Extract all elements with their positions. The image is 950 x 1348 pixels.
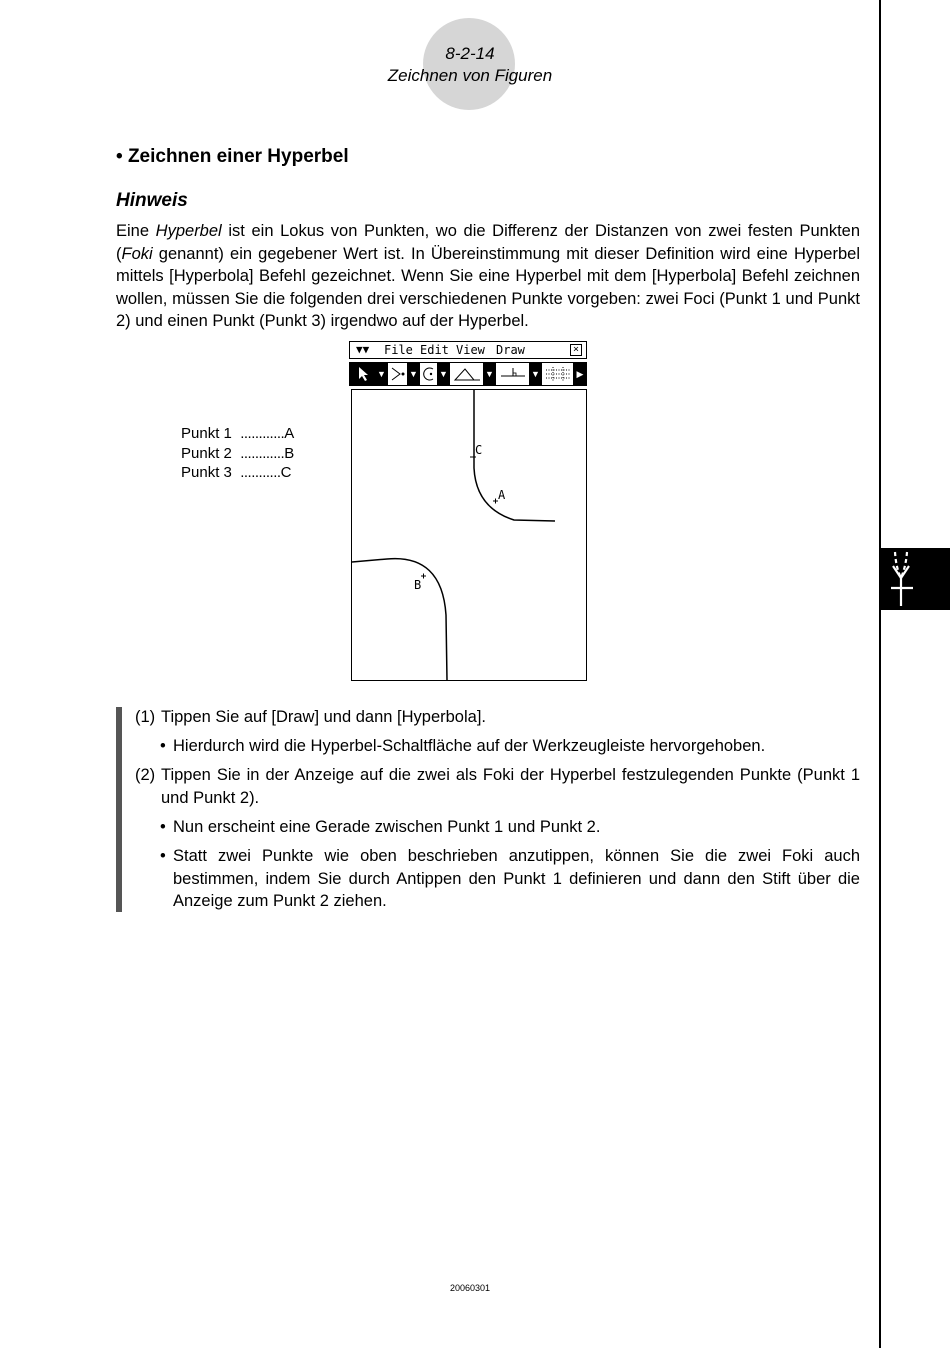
legend-label: Punkt 3: [181, 464, 232, 481]
steps-sidebar-bar: [116, 707, 122, 912]
step-text: Tippen Sie auf [Draw] und dann [Hyperbola].: [161, 708, 486, 726]
menu-view[interactable]: View: [456, 343, 485, 357]
section-heading: [116, 146, 349, 168]
legend-dots: ............: [240, 425, 285, 442]
hyperbola-chapter-icon: [881, 548, 950, 610]
dropdown-arrow-icon[interactable]: ▼: [438, 363, 450, 385]
legend-row: [181, 463, 294, 483]
intro-paragraph: [116, 220, 860, 333]
circle-tool-icon[interactable]: [420, 363, 438, 385]
pointer-tool-icon[interactable]: [350, 363, 376, 385]
step-2: [135, 764, 860, 809]
legend-point: B: [284, 444, 295, 462]
dropdown-arrow-icon[interactable]: ▼: [484, 363, 496, 385]
menu-draw[interactable]: Draw: [496, 343, 525, 357]
chapter-side-tab: [881, 548, 950, 610]
chapter-title: Zeichnen von Figuren: [387, 66, 553, 85]
bullet-dot: •: [160, 818, 166, 836]
step-number: (1): [135, 708, 156, 726]
dropdown-arrow-icon[interactable]: ▼: [530, 363, 542, 385]
menu-file[interactable]: File: [384, 343, 413, 357]
step-2-bullet-1: [160, 816, 860, 839]
note-heading: Hinweis: [116, 190, 188, 211]
step-number: (2): [135, 766, 156, 784]
legend-point: A: [284, 425, 295, 442]
legend-point: C: [280, 464, 292, 481]
down-arrow-menu-icon[interactable]: ▼▼: [356, 343, 370, 356]
bullet-dot: •: [160, 737, 166, 755]
grid-tool-icon[interactable]: [542, 363, 574, 385]
hyperbola-drawing: [352, 390, 586, 680]
calculator-menubar: [349, 341, 587, 359]
bullet-text: Nun erscheint eine Gerade zwischen Punkt 1 und Punkt 2.: [173, 818, 601, 836]
dropdown-arrow-icon[interactable]: ▼: [408, 363, 420, 385]
intro-text: Eine: [116, 222, 156, 240]
legend-dots: ...........: [240, 464, 281, 481]
point-b-label: B: [414, 578, 422, 592]
calculator-toolbar: [349, 362, 587, 386]
point-legend: [181, 424, 294, 483]
step-2-bullet-2: [160, 845, 860, 913]
point-b-marker: [421, 574, 426, 579]
heading-bullet: •: [116, 146, 123, 167]
menu-edit[interactable]: Edit: [420, 343, 449, 357]
intro-term-hyperbel: Hyperbel: [155, 222, 222, 240]
dropdown-arrow-icon[interactable]: ▼: [376, 363, 388, 385]
legend-row: [181, 444, 294, 464]
perpendicular-tool-icon[interactable]: [496, 363, 530, 385]
legend-row: [181, 424, 294, 444]
legend-label: Punkt 1: [181, 425, 232, 442]
geometry-screen[interactable]: [351, 389, 587, 681]
point-a-label: A: [498, 488, 506, 502]
point-c-label: C: [475, 443, 483, 457]
section-heading-text: Zeichnen einer Hyperbel: [127, 146, 349, 167]
step-1: [135, 706, 860, 729]
hyperbola-lower-branch: [352, 559, 447, 680]
bullet-text: Statt zwei Punkte wie oben beschrieben anzutippen, können Sie die zwei Foki auch bestimmen, indem Sie durch Antippen den Punkt 1 definieren und dann den Stift über die Anzeige zum Punkt 2 ziehen.: [173, 847, 860, 911]
page-number: 8-2-14: [445, 44, 495, 63]
header-circle: [423, 18, 515, 110]
intro-text: ist ein Lokus von Punkten, wo die Differenz der Distanzen von zwei festen Punkten (: [116, 222, 861, 263]
point-tool-icon[interactable]: [388, 363, 408, 385]
close-box-icon[interactable]: ×: [570, 344, 582, 356]
step-text: Tippen Sie in der Anzeige auf die zwei als Foki der Hyperbel festzulegenden Punkte (Punkt 1 und Punkt 2).: [161, 766, 860, 807]
bullet-text: Hierdurch wird die Hyperbel-Schaltfläche auf der Werkzeugleiste hervorgehoben.: [173, 737, 766, 755]
intro-text: genannt) ein gegebener Wert ist. In Übereinstimmung mit dieser Definition wird eine Hyperbel mittels [Hyperbola] Befehl gezeichnet. Wenn Sie eine Hyperbel mit dem [Hyperbola] Befehl zeichnen wollen, müssen Sie die folgenden drei verschiedenen Punkte vorgeben: zwei Foci (Punkt 1 und Punkt 2) und einen Punkt (Punkt 3) irgendwo auf der Hyperbel.: [116, 244, 860, 331]
legend-dots: ............: [240, 444, 285, 462]
step-1-bullet-1: [160, 735, 860, 758]
margin-rule: [879, 0, 881, 1348]
intro-term-foki: Foki: [121, 244, 153, 263]
legend-label: Punkt 2: [181, 444, 232, 462]
hyperbola-upper-branch: [474, 390, 555, 521]
footer-code: 20060301: [449, 1283, 491, 1293]
triangle-tool-icon[interactable]: [450, 363, 484, 385]
scroll-right-icon[interactable]: ▶: [574, 363, 586, 385]
bullet-dot: •: [160, 847, 166, 865]
